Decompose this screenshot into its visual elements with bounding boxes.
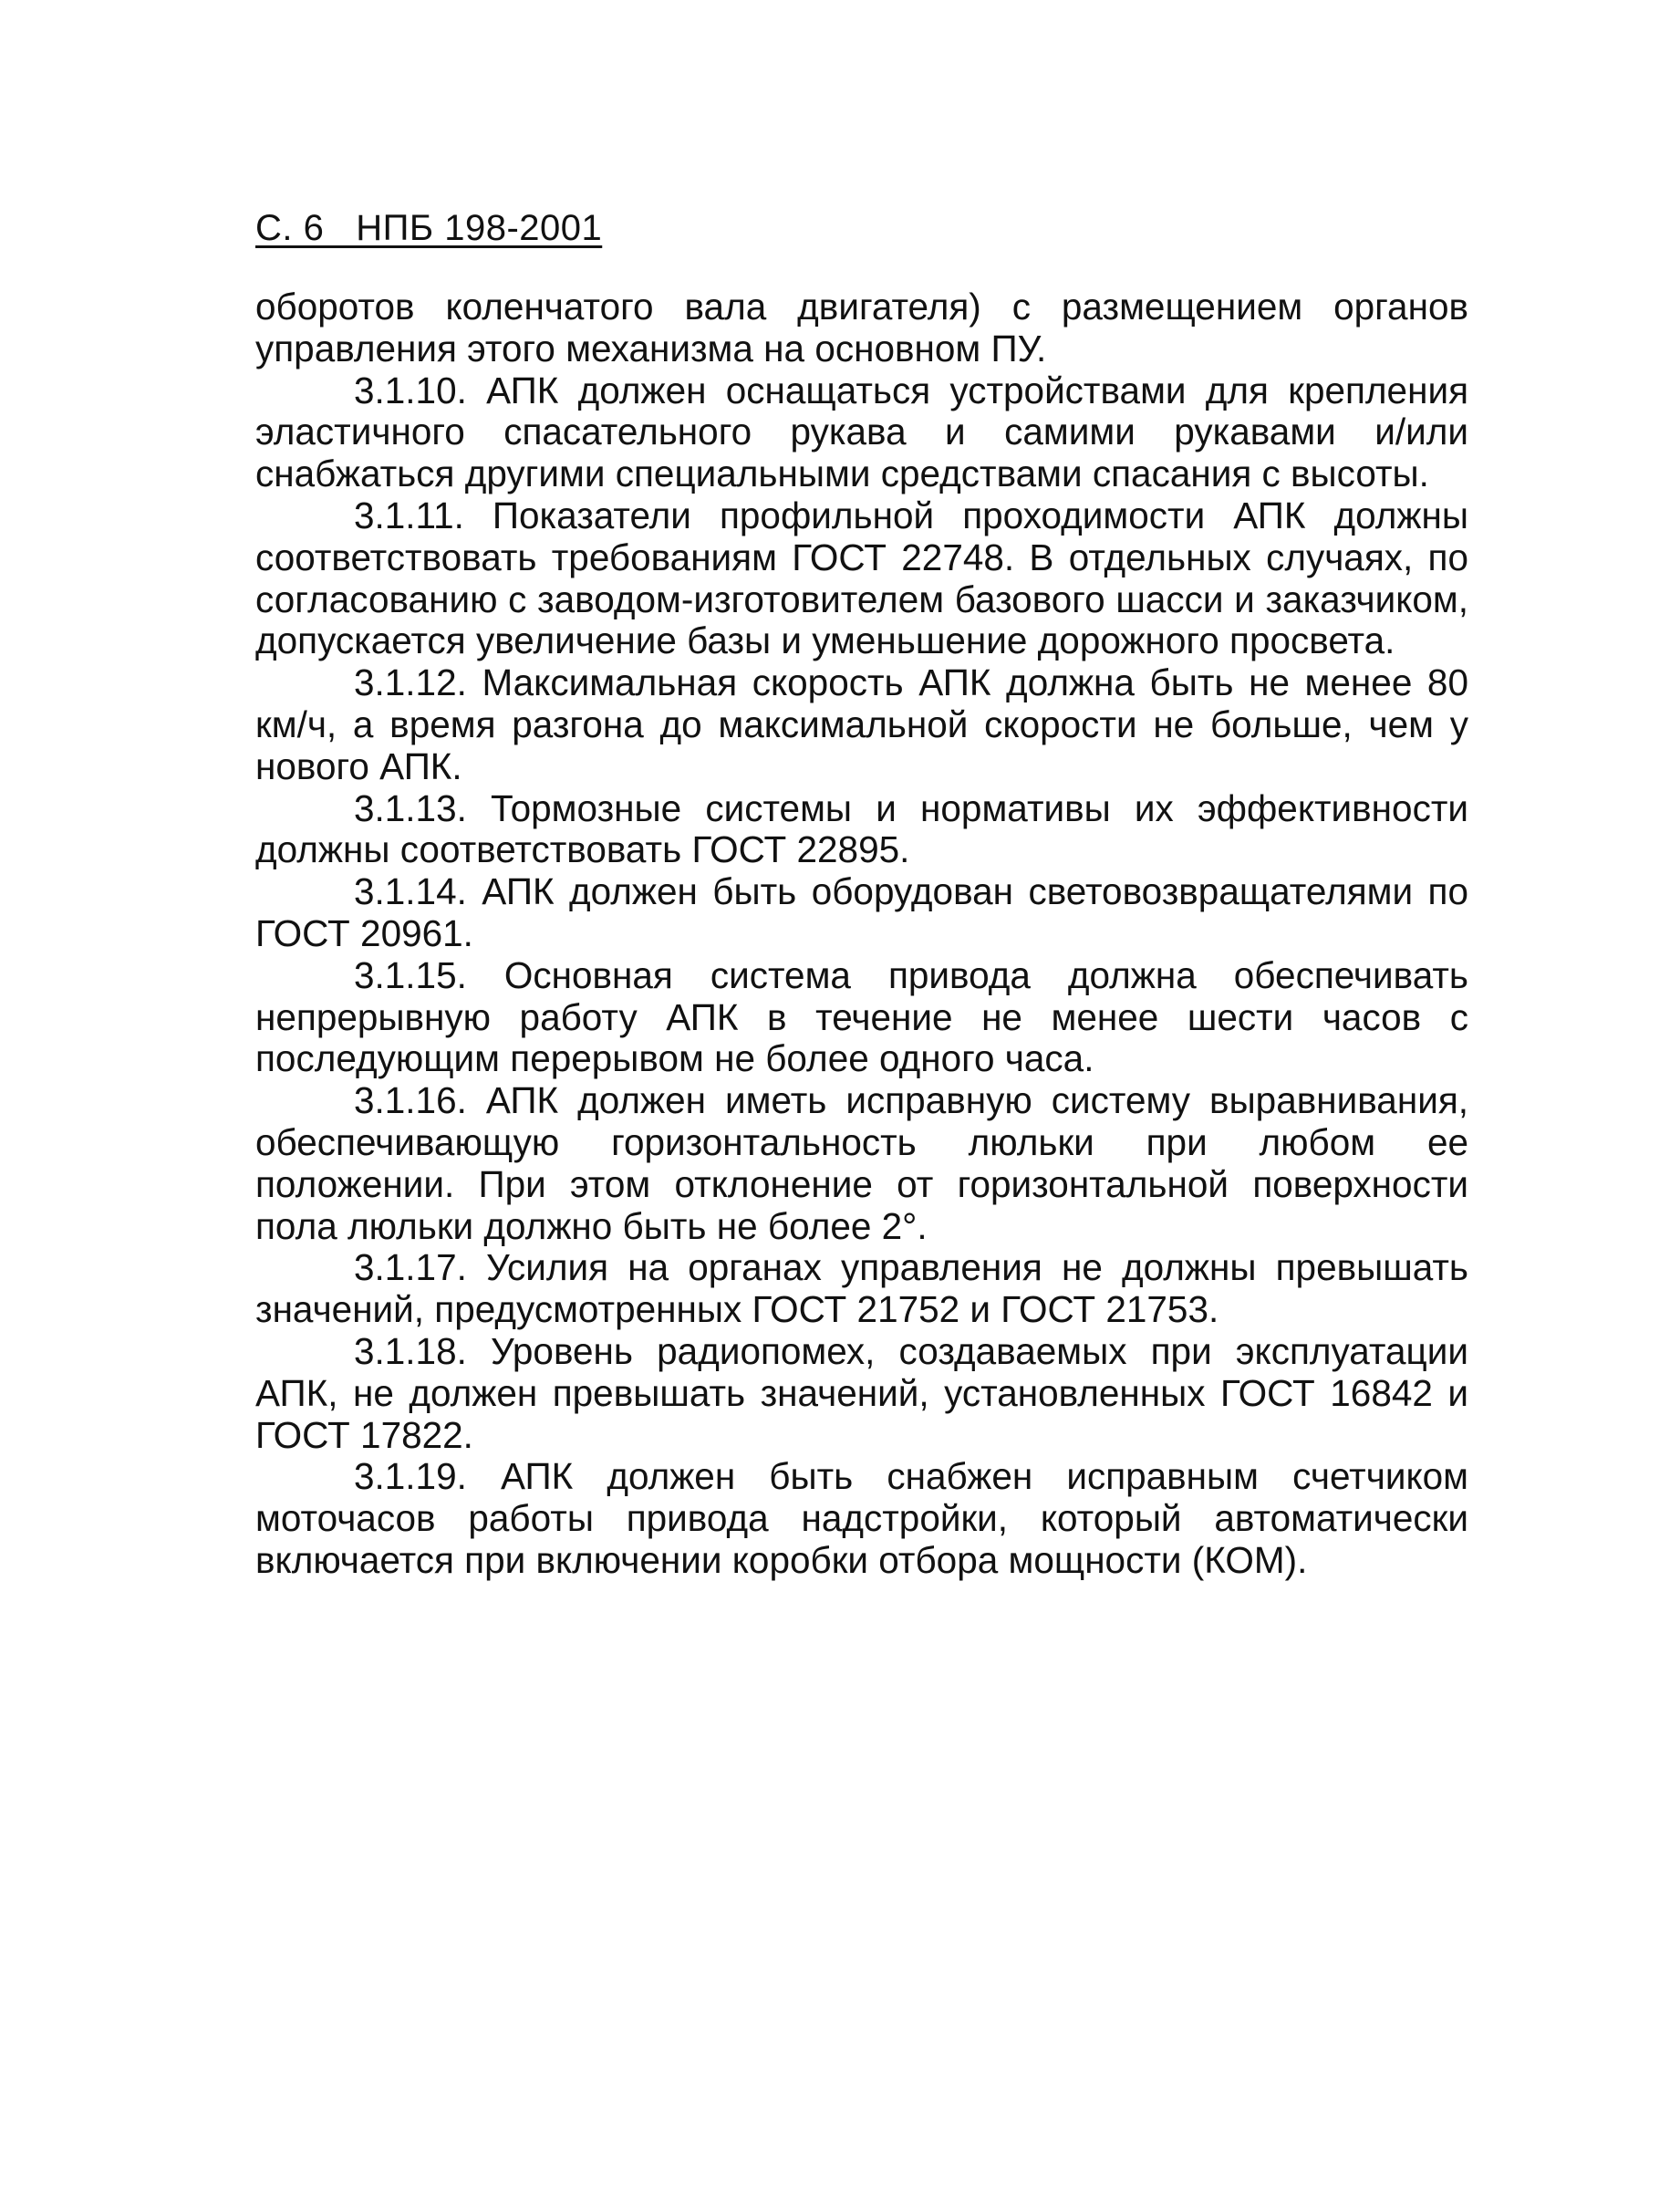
paragraph-3-1-14: 3.1.14. АПК должен быть оборудован световозвращателями по ГОСТ 20961.	[255, 870, 1468, 954]
paragraph-3-1-11: 3.1.11. Показатели профильной проходимости АПК должны соответствовать требованиям ГОСТ 22748. В отдельных случаях, по согласованию с заводом-изготовителем базового шасси и заказчиком, допускается увеличение базы и уменьшение дорожного просвета.	[255, 494, 1468, 662]
paragraph-3-1-18: 3.1.18. Уровень радиопомех, создаваемых при эксплуатации АПК, не должен превышать значений, установленных ГОСТ 16842 и ГОСТ 17822.	[255, 1329, 1468, 1456]
paragraph-3-1-15: 3.1.15. Основная система привода должна обеспечивать непрерывную работу АПК в течение не менее шести часов с последующим перерывом не более одного часа.	[255, 953, 1468, 1080]
paragraph-3-1-19: 3.1.19. АПК должен быть снабжен исправным счетчиком моточасов работы привода надстройки, который автоматически включается при включении коробки отбора мощности (КОМ).	[255, 1455, 1468, 1581]
document-body	[255, 286, 1468, 1582]
paragraph-continuation: оборотов коленчатого вала двигателя) с размещением органов управления этого механизма на основном ПУ.	[255, 286, 1468, 369]
paragraph-3-1-12: 3.1.12. Максимальная скорость АПК должна быть не менее 80 км/ч, а время разгона до максимальной скорости не больше, чем у нового АПК.	[255, 661, 1468, 787]
paragraph-3-1-13: 3.1.13. Тормозные системы и нормативы их эффективности должны соответствовать ГОСТ 22895.	[255, 786, 1468, 871]
page-header: С. 6 НПБ 198-2001	[255, 208, 603, 248]
paragraph-3-1-16: 3.1.16. АПК должен иметь исправную систему выравнивания, обеспечивающую горизонтальность люльки при любом ее положении. При этом отклонение от горизонтальной поверхности пола люльки должно быть не более 2°.	[255, 1079, 1468, 1247]
paragraph-3-1-10: 3.1.10. АПК должен оснащаться устройствами для крепления эластичного спасательного рукава и самими рукавами и/или снабжаться другими специальными средствами спасания с высоты.	[255, 369, 1468, 495]
paragraph-3-1-17: 3.1.17. Усилия на органах управления не должны превышать значений, предусмотренных ГОСТ 21752 и ГОСТ 21753.	[255, 1246, 1468, 1331]
